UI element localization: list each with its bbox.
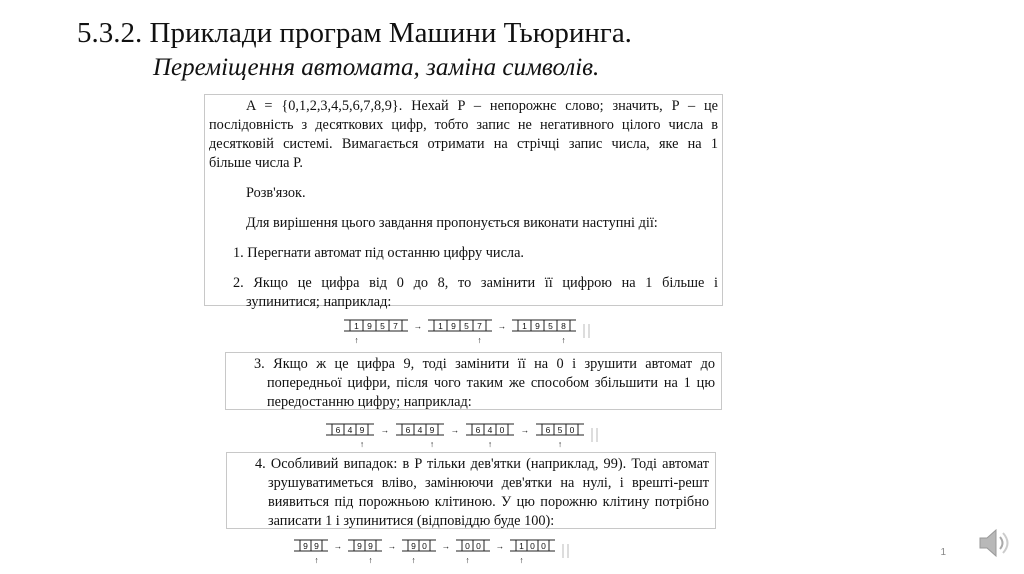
- example-2-svg: [326, 422, 646, 456]
- step-4-text: 4. Особливий випадок: в P тільки дев'ятки (наприклад, 99). Тоді автомат зрушуватиметься вліво, замінюючи дев'ятки на нулі, і врешті-решт виявиться під порожньою клітиною. У цю порожню клітину потрібно записати 1 і зупинитися (відповіддю буде 100):: [255, 456, 709, 529]
- example-1-svg: [344, 318, 634, 352]
- tape-cell-symbol: 9: [368, 541, 373, 551]
- tape-cell-symbol: 0: [541, 541, 546, 551]
- tape-cell-symbol: 9: [303, 541, 308, 551]
- transition-arrow: →: [380, 425, 390, 435]
- transition-arrow: →: [387, 541, 397, 551]
- head-arrow: ↑: [519, 555, 524, 565]
- problem-statement-box: [204, 94, 723, 310]
- step-2-line-2: зупинитися; наприклад:: [246, 294, 392, 310]
- speaker-icon[interactable]: [976, 525, 1012, 566]
- transition-arrow: →: [413, 321, 423, 331]
- tape-cell-symbol: 1: [519, 541, 524, 551]
- example-3-svg: [294, 538, 674, 572]
- example-1-tapes: [344, 318, 634, 352]
- tape-cell-symbol: 1: [438, 321, 443, 331]
- tape-cell-symbol: 5: [380, 321, 385, 331]
- tape-cell-symbol: 5: [548, 321, 553, 331]
- step-3-box: [225, 352, 722, 410]
- tape-cell-symbol: 0: [530, 541, 535, 551]
- transition-arrow: →: [495, 541, 505, 551]
- tape-cell-symbol: 9: [359, 425, 365, 435]
- tape-cell-symbol: 0: [569, 425, 575, 435]
- head-arrow: ↑: [411, 555, 416, 565]
- transition-arrow: →: [497, 321, 507, 331]
- intro-line-1: A = {0,1,2,3,4,5,6,7,8,9}. Нехай P – непорожнє слово; значить, P – це: [246, 98, 718, 114]
- head-arrow: ↑: [477, 335, 482, 345]
- tape-cell-symbol: 0: [422, 541, 427, 551]
- tape-cell-symbol: 0: [465, 541, 470, 551]
- tape-cell-symbol: 6: [335, 425, 341, 435]
- tape-cell-symbol: 1: [522, 321, 527, 331]
- intro-line-4: більше числа P.: [209, 155, 304, 171]
- head-arrow: ↑: [429, 439, 435, 449]
- tape-cell-symbol: 4: [347, 425, 353, 435]
- transition-arrow: →: [520, 425, 530, 435]
- head-arrow: ↑: [487, 439, 493, 449]
- tape-cell-symbol: 0: [499, 425, 505, 435]
- steps-intro: Для вирішення цього завдання пропонується виконати наступні дії:: [246, 215, 658, 231]
- tape-cell-symbol: 9: [367, 321, 372, 331]
- special-case-box: [226, 452, 716, 529]
- head-arrow: ↑: [557, 439, 563, 449]
- head-arrow: ↑: [368, 555, 373, 565]
- transition-arrow: →: [441, 541, 451, 551]
- tape-cell-symbol: 9: [314, 541, 319, 551]
- tape-cell-symbol: 4: [417, 425, 423, 435]
- transition-arrow: →: [450, 425, 460, 435]
- tape-cell-symbol: 5: [557, 425, 563, 435]
- tape-cell-symbol: 4: [487, 425, 493, 435]
- example-2-tapes: [326, 422, 646, 456]
- page-number: 1: [940, 547, 946, 558]
- transition-arrow: →: [333, 541, 343, 551]
- tape-cell-symbol: 9: [451, 321, 456, 331]
- tape-cell-symbol: 6: [475, 425, 481, 435]
- step-3-text: 3. Якщо ж це цифра 9, тоді замінити її на 0 і зрушити автомат до попередньої цифри, після чого таким же способом збільшити на 1 цю передостанню цифру; наприклад:: [254, 356, 715, 410]
- tape-cell-symbol: 9: [357, 541, 362, 551]
- tape-cell-symbol: 8: [561, 321, 566, 331]
- intro-line-3: десятковій системі. Вимагається отримати на стрічці запис числа, яке на 1: [209, 136, 718, 152]
- tape-cell-symbol: 6: [405, 425, 411, 435]
- head-arrow: ↑: [314, 555, 319, 565]
- tape-cell-symbol: 1: [354, 321, 359, 331]
- head-arrow: ↑: [561, 335, 566, 345]
- head-arrow: ↑: [354, 335, 359, 345]
- tape-cell-symbol: 0: [476, 541, 481, 551]
- tape-cell-symbol: 9: [429, 425, 435, 435]
- tape-cell-symbol: 6: [545, 425, 551, 435]
- tape-cell-symbol: 7: [477, 321, 482, 331]
- slide-subtitle: Переміщення автомата, заміна символів.: [153, 54, 600, 81]
- head-arrow: ↑: [465, 555, 470, 565]
- head-arrow: ↑: [359, 439, 365, 449]
- tape-cell-symbol: 9: [411, 541, 416, 551]
- tape-cell-symbol: 9: [535, 321, 540, 331]
- slide-title: 5.3.2. Приклади програм Машини Тьюринга.: [77, 17, 632, 49]
- tape-cell-symbol: 5: [464, 321, 469, 331]
- intro-line-2: послідовність з десяткових цифр, тобто запис не негативного цілого числа в: [209, 117, 718, 133]
- step-1: 1. Перегнати автомат під останню цифру числа.: [233, 245, 524, 261]
- solution-label: Розв'язок.: [246, 185, 306, 201]
- step-2-line-1: 2. Якщо це цифра від 0 до 8, то замінити її цифрою на 1 більше і: [233, 275, 718, 291]
- tape-cell-symbol: 7: [393, 321, 398, 331]
- example-3-tapes: [294, 538, 674, 572]
